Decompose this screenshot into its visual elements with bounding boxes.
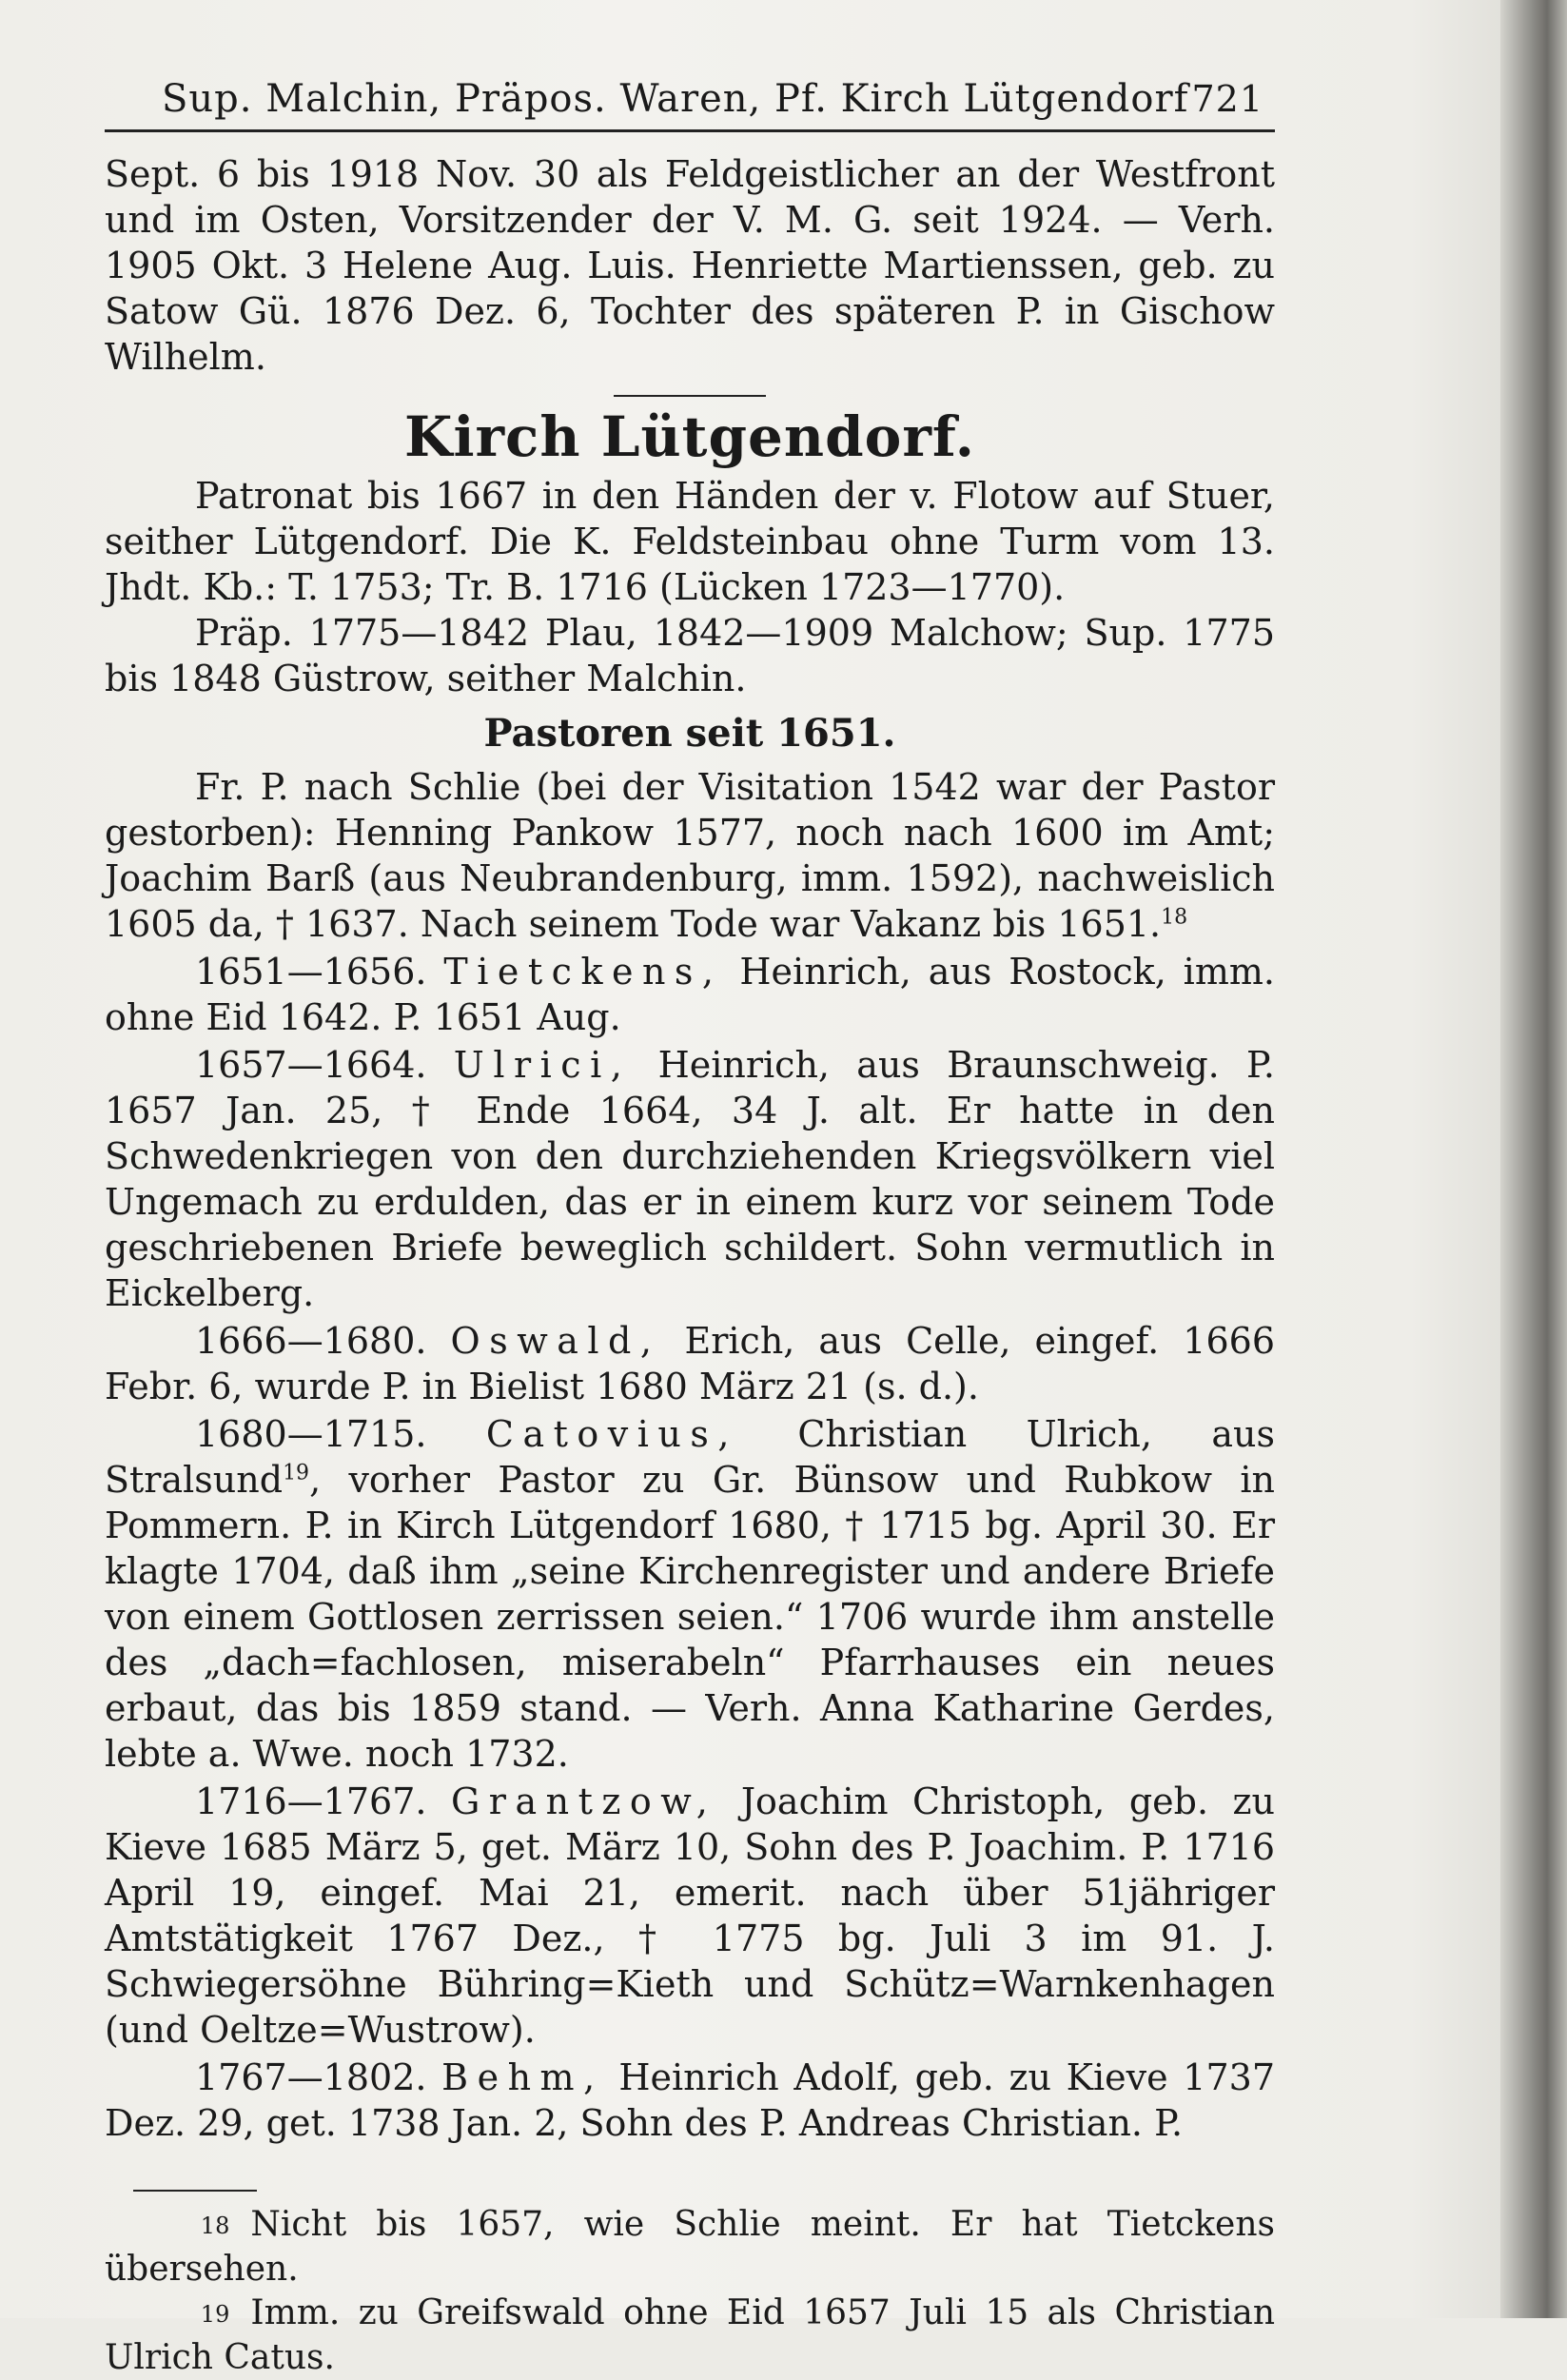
pastor-name: Grantzow, [450, 1780, 717, 1822]
pastor-text: Heinrich, aus Braunschweig. P. 1657 Jan. 25, † Ende 1664, 34 J. alt. Er hatte in den Schwedenkriegen von den durchziehenden Kriegsvölkern viel Ungemach zu erdulden, das er in einem kurz vor seinem Tode geschriebenen Briefe beweglich schildert. Sohn vermutlich in Eickelberg. [105, 1044, 1275, 1314]
pastor-entry-5 [105, 1779, 1275, 2053]
header-rule [105, 129, 1275, 132]
footnote-text: Nicht bis 1657, wie Schlie meint. Er hat Tietckens übersehen. [105, 2205, 1275, 2289]
running-head [105, 76, 1275, 126]
page-number: 721 [1191, 78, 1263, 120]
pastor-years: 1657—1664. [195, 1044, 427, 1086]
footnote-text: Imm. zu Greifswald ohne Eid 1657 Juli 15 als Christian Ulrich Catus. [105, 2293, 1275, 2377]
pastor-name: Ulrici, [453, 1044, 632, 1086]
pastor-years: 1651—1656. [195, 951, 427, 993]
pastor-text: Erich, aus Celle, eingef. 1666 Febr. 6, wurde P. in Bielist 1680 März 21 (s. d.). [105, 1320, 1275, 1407]
pastor-text-continued: , vorher Pastor zu Gr. Bünsow und Rubkow in Pommern. P. in Kirch Lütgendorf 1680, † 1715 bg. April 30. Er klagte 1704, daß ihm „seine Kirchenregister und andere Briefe von einem Gottlosen zerrissen seien.“ 1706 wurde ihm anstelle des „dach=fachlosen, miserabeln“ Pfarrhauses ein neues erbaut, das bis 1859 stand. — Verh. Anna Katharine Gerdes, lebte a. Wwe. noch 1732. [105, 1459, 1275, 1775]
pastor-name: Behm, [441, 2056, 604, 2098]
footnote-number: 19 [200, 2301, 230, 2328]
section-title: Kirch Lütgendorf. [404, 404, 975, 469]
footnote-18 [105, 2203, 1275, 2291]
footnote-ref-18: 18 [1161, 905, 1188, 930]
pastor-name: Tietckens, [443, 951, 723, 993]
pastor-text: Heinrich, aus Rostock, imm. ohne Eid 1642. P. 1651 Aug. [105, 951, 1275, 1038]
footnote-rule [133, 2190, 257, 2192]
pastor-entry-3 [105, 1318, 1275, 1409]
early-pastors-text: Fr. P. nach Schlie (bei der Visitation 1542 war der Pastor gestorben): Henning Pankow 1577, noch nach 1600 im Amt; Joachim Barß (aus Neubrandenburg, imm. 1592), nachweislich 1605 da, † 1637. Nach seinem Tode war Vakanz bis 1651. [105, 766, 1275, 945]
praepositur-paragraph: Präp. 1775—1842 Plau, 1842—1909 Malchow; Sup. 1775 bis 1848 Güstrow, seither Malchin. [105, 612, 1275, 699]
pastor-entry-1 [105, 949, 1275, 1040]
pastor-years: 1767—1802. [195, 2056, 427, 2098]
pastor-text: Heinrich Adolf, geb. zu Kieve 1737 Dez. 29, get. 1738 Jan. 2, Sohn des P. Andreas Christian. P. [105, 2056, 1275, 2144]
pastor-text: Christian Ulrich, aus Stralsund [105, 1413, 1275, 1501]
section-separator [614, 395, 766, 397]
pastor-name: Oswald, [450, 1320, 661, 1362]
footnote-19 [105, 2291, 1275, 2380]
pastor-entry-2 [105, 1042, 1275, 1316]
pastor-text: Joachim Christoph, geb. zu Kieve 1685 März 5, get. März 10, Sohn des P. Joachim. P. 1716 April 19, eingef. Mai 21, emerit. nach über 51jähriger Amtstätigkeit 1767 Dez., † 1775 bg. Juli 3 im 91. J. Schwiegersöhne Bühring=Kieth und Schütz=Warnkenhagen (und Oeltze=Wustrow). [105, 1780, 1275, 2051]
pastor-entry-6 [105, 2055, 1275, 2146]
running-title: Sup. Malchin, Präpos. Waren, Pf. Kirch Lütgendorf [162, 77, 1189, 121]
footnote-number: 18 [200, 2213, 230, 2239]
early-pastors-paragraph [105, 764, 1275, 947]
pastor-years: 1680—1715. [195, 1413, 427, 1455]
pastor-name: Catovius, [485, 1413, 738, 1455]
page-content [105, 76, 1275, 2380]
pastor-years: 1716—1767. [195, 1780, 427, 1822]
pastors-subtitle: Pastoren seit 1651. [483, 711, 896, 756]
pastor-years: 1666—1680. [195, 1320, 427, 1362]
footnote-ref-19: 19 [283, 1461, 310, 1485]
page-binding-shadow [1500, 0, 1567, 2318]
intro-paragraph: Sept. 6 bis 1918 Nov. 30 als Feldgeistlicher an der Westfront und im Osten, Vorsitzender der V. M. G. seit 1924. — Verh. 1905 Okt. 3 Helene Aug. Luis. Henriette Martienssen, geb. zu Satow Gü. 1876 Dez. 6, Tochter des späteren P. in Gischow Wilhelm. [105, 153, 1275, 378]
pastor-entry-4 [105, 1411, 1275, 1777]
patronat-paragraph: Patronat bis 1667 in den Händen der v. Flotow auf Stuer, seither Lütgendorf. Die K. Feldsteinbau ohne Turm vom 13. Jhdt. Kb.: T. 1753; Tr. B. 1716 (Lücken 1723—1770). [105, 475, 1275, 608]
